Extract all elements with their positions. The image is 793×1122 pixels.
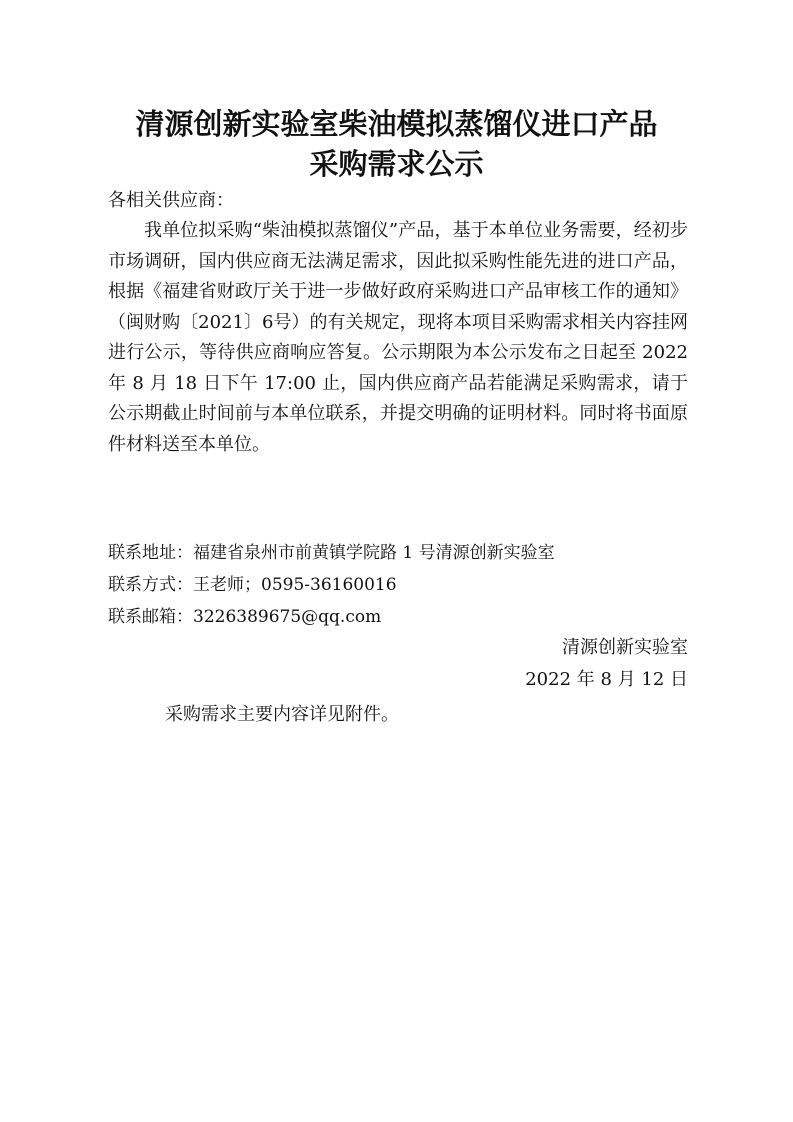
attachment-note: 采购需求主要内容详见附件。 <box>165 704 399 725</box>
signature-org: 清源创新实验室 <box>562 637 688 658</box>
contact-phone: 联系方式：王老师；0595-36160016 <box>108 575 397 595</box>
contact-address: 联系地址：福建省泉州市前黄镇学院路 1 号清源创新实验室 <box>108 543 555 563</box>
notice-body: 我单位拟采购“柴油模拟蒸馏仪”产品，基于本单位业务需要，经初步市场调研，国内供应商无法满足需求，因此拟采购性能先进的进口产品，根据《福建省财政厅关于进一步做好政府采购进口产品审核工作的通知》（闽财购〔2021〕6号）的有关规定，现将本项目采购需求相关内容挂网进行公示，等待供应商响应答复。公示期限为本公示发布之日起至 2022 年 8 月 18 日下午 17:00 止，国内供应商产品若能满足采购需求，请于公示期截止时间前与本单位联系，并提交明确的证明材料。同时将书面原件材料送至本单位。 <box>108 220 688 455</box>
salutation: 各相关供应商： <box>108 190 234 211</box>
title-line-2: 采购需求公示 <box>309 147 484 181</box>
signature-date: 2022 年 8 月 12 日 <box>525 669 688 690</box>
title-line-1: 清源创新实验室柴油模拟蒸馏仪进口产品 <box>135 107 658 141</box>
contact-email: 联系邮箱：3226389675@qq.com <box>108 607 382 627</box>
